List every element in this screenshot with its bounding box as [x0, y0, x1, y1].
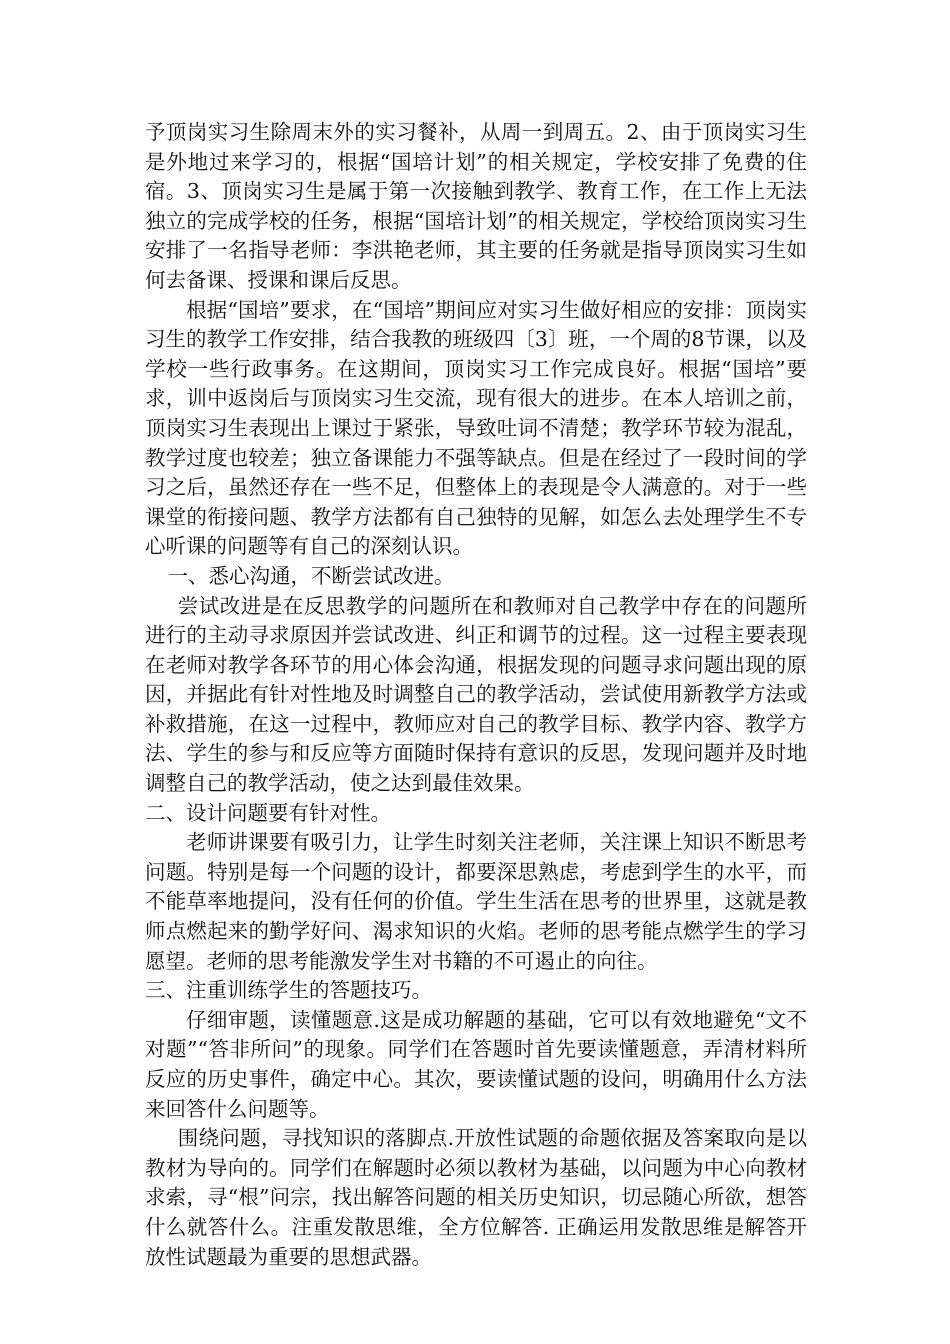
section-heading-2: 二、设计问题要有针对性。 — [145, 800, 391, 825]
paragraph-intro-continuation: 予顶岗实习生除周末外的实习餐补，从周一到周五。2、由于顶岗实习生是外地过来学习的，根据“国培计划”的相关规定，学校安排了免费的住宿。3、顶岗实习生是属于第一次接触到教学、教育工作，在工作上无法独立的完成学校的任务，根据“国培计划”的相关规定，学校给顶岗实习生安排了一名指导老师：李洪艳老师，其主要的任务就是指导顶岗实习生如何去备课、授课和课后反思。 — [145, 120, 807, 292]
paragraph-guopei-arrangement: 根据“国培”要求，在“国培”期间应对实习生做好相应的安排：顶岗实习生的教学工作安排，结合我教的班级四〔3〕班，一个周的8节课，以及学校一些行政事务。在这期间，顶岗实习工作完成良好。根据“国培”要求，训中返岗后与顶岗实习生交流，现有很大的进步。在本人培训之前，顶岗实习生表现出上课过于紧张，导致吐词不清楚；教学环节较为混乱，教学过度也较差；独立备课能力不强等缺点。但是在经过了一段时间的学习之后，虽然还存在一些不足，但整体上的表现是令人满意的。对于一些课堂的衔接问题、教学方法都有自己独特的见解，如怎么去处理学生不专心听课的问题等有自己的深刻认识。 — [145, 297, 807, 559]
paragraph-section-2-body: 老师讲课要有吸引力，让学生时刻关注老师，关注课上知识不断思考问题。特别是每一个问题的设计，都要深思熟虑，考虑到学生的水平，而不能草率地提问，没有任何的价值。学生生活在思考的世界里，这就是教师点燃起来的勤学好问、渴求知识的火焰。老师的思考能点燃学生的学习愿望。老师的思考能激发学生对书籍的不可遏止的向往。 — [145, 830, 807, 973]
section-heading-1: 一、悉心沟通，不断尝试改进。 — [167, 563, 455, 588]
paragraph-section-3-body-a: 仔细审题，读懂题意.这是成功解题的基础，它可以有效地避免“文不对题”“答非所问”的现象。同学们在答题时首先要读懂题意，弄清材料所反应的历史事件，确定中心。其次，要读懂试题的设问，明确用什么方法来回答什么问题等。 — [145, 1007, 807, 1121]
paragraph-section-1-body: 尝试改进是在反思教学的问题所在和教师对自己教学中存在的问题所进行的主动寻求原因并尝试改进、纠正和调节的过程。这一过程主要表现在老师对教学各环节的用心体会沟通，根据发现的问题寻求问题出现的原因，并据此有针对性地及时调整自己的教学活动，尝试使用新教学方法或补救措施，在这一过程中，教师应对自己的教学目标、教学内容、教学方法、学生的参与和反应等方面随时保持有意识的反思，发现问题并及时地调整自己的教学活动，使之达到最佳效果。 — [145, 593, 807, 796]
document-page — [145, 118, 807, 1272]
section-heading-3: 三、注重训练学生的答题技巧。 — [145, 978, 432, 1003]
paragraph-section-3-body-b: 围绕问题，寻找知识的落脚点.开放性试题的命题依据及答案取向是以教材为导向的。同学们在解题时必须以教材为基础，以问题为中心向教材求索，寻“根”问宗，找出解答问题的相关历史知识，切忌随心所欲，想答什么就答什么。注重发散思维，全方位解答. 正确运用发散思维是解答开放性试题最为重要的思想武器。 — [145, 1126, 807, 1269]
